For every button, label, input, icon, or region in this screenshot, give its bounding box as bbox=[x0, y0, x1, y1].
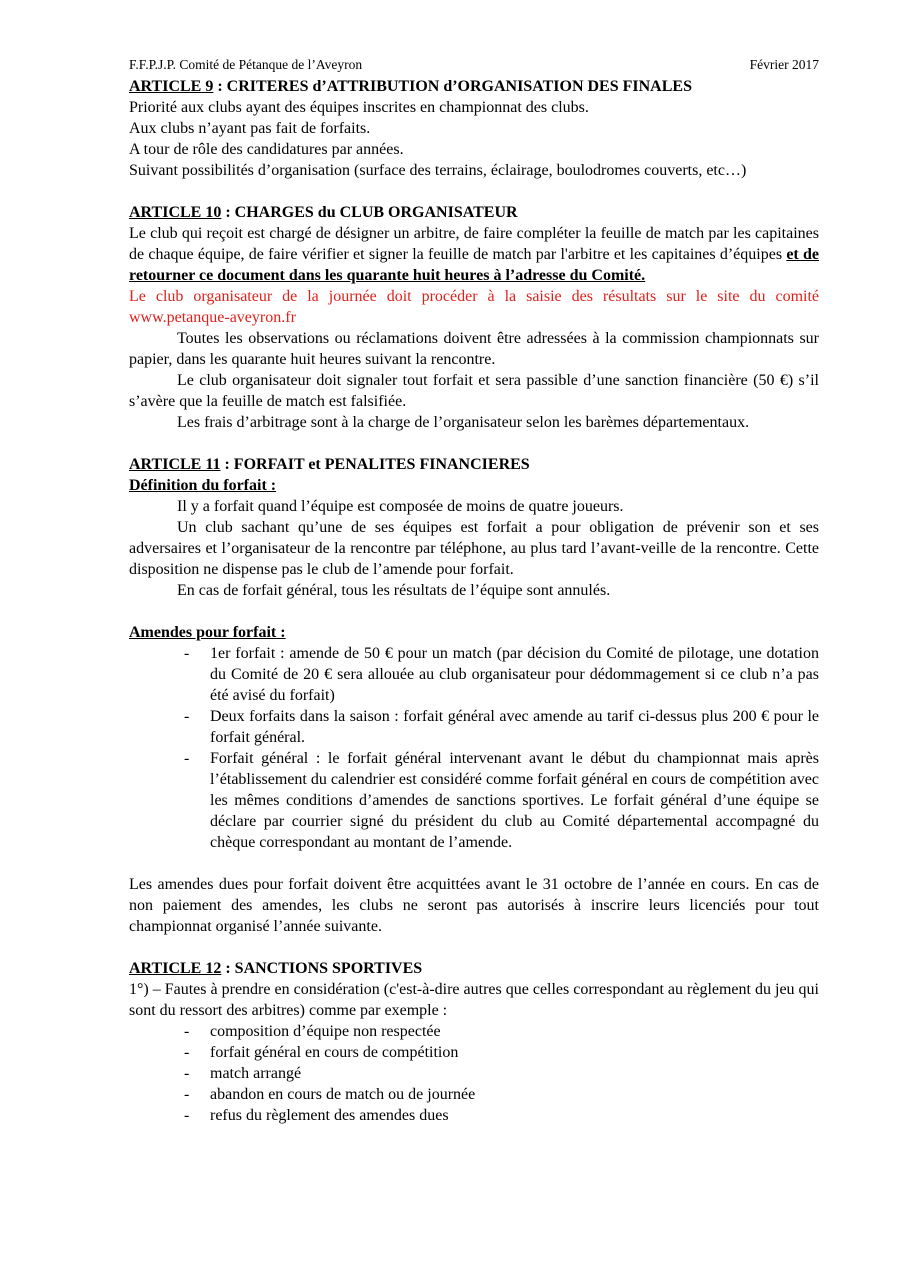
article-10-paragraph: Toutes les observations ou réclamations doivent être adressées à la commission championnats sur papier, dans les quarante huit heures suivant la rencontre. bbox=[129, 330, 819, 368]
article-10-paragraph: Le club qui reçoit est chargé de désigner un arbitre, de faire compléter la feuille de match par les capitaines de chaque équipe, de faire vérifier et signer la feuille de match par l'arbitre et les capitaines d’équipes et de retourner ce document dans les quarante huit heures à l’adresse du Comité. bbox=[129, 225, 819, 284]
article-9-line: A tour de rôle des candidatures par années. bbox=[129, 141, 404, 158]
article-11-paragraph: Les amendes dues pour forfait doivent être acquittées avant le 31 octobre de l’année en cours. En cas de non paiement des amendes, les clubs ne seront pas autorisés à inscrire leurs licenciés pour tout championnat organisé l’année suivante. bbox=[129, 876, 819, 935]
article-12-paragraph: 1°) – Fautes à prendre en considération (c'est-à-dire autres que celles correspondant au règlement du jeu qui sont du ressort des arbitres) comme par exemple : bbox=[129, 981, 819, 1019]
article-12 bbox=[129, 958, 819, 1126]
article-10-paragraph: Les frais d’arbitrage sont à la charge de l’organisateur selon les barèmes départementaux. bbox=[177, 414, 750, 431]
list-item: - Deux forfaits dans la saison : forfait général avec amende au tarif ci-dessus plus 200 € pour le forfait général. bbox=[184, 708, 819, 746]
article-11-paragraph: Un club sachant qu’une de ses équipes est forfait a pour obligation de prévenir son et ses adversaires et l’organisateur de la rencontre par téléphone, au plus tard l’avant-veille de la rencontre. Cette disposition ne dispense pas le club de l’amende pour forfait. bbox=[129, 519, 819, 578]
return-deadline-text: et de retourner ce document dans les quarante huit heures à l’adresse du Comité. bbox=[129, 246, 819, 284]
article-9-line: Aux clubs n’ayant pas fait de forfaits. bbox=[129, 120, 371, 137]
article-11-paragraph: Il y a forfait quand l’équipe est composée de moins de quatre joueurs. bbox=[177, 498, 624, 515]
article-9 bbox=[129, 76, 819, 181]
list-item: - refus du règlement des amendes dues bbox=[184, 1107, 449, 1124]
article-9-line: Priorité aux clubs ayant des équipes inscrites en championnat des clubs. bbox=[129, 99, 589, 116]
list-item: - match arrangé bbox=[184, 1065, 302, 1082]
article-9-line: Suivant possibilités d’organisation (surface des terrains, éclairage, boulodromes couverts, etc…) bbox=[129, 162, 747, 179]
article-10-paragraph: Le club organisateur doit signaler tout forfait et sera passible d’une sanction financière (50 €) s’il s’avère que la feuille de match est falsifiée. bbox=[129, 372, 819, 410]
results-entry-notice: Le club organisateur de la journée doit procéder à la saisie des résultats sur le site du comité www.petanque-aveyron.fr bbox=[129, 288, 819, 326]
list-item: - 1er forfait : amende de 50 € pour un match (par décision du Comité de pilotage, une dotation du Comité de 20 € sera allouée au club organisateur pour dédommagement si ce club n’a pas été avisé du forfait) bbox=[184, 645, 819, 704]
article-11-paragraph: En cas de forfait général, tous les résultats de l’équipe sont annulés. bbox=[177, 582, 611, 599]
article-12-title: ARTICLE 12 : SANCTIONS SPORTIVES bbox=[129, 960, 423, 977]
fines-heading: Amendes pour forfait : bbox=[129, 624, 286, 641]
forfait-definition-heading: Définition du forfait : bbox=[129, 477, 277, 494]
list-item: - composition d’équipe non respectée bbox=[184, 1023, 441, 1040]
article-10 bbox=[129, 202, 819, 433]
article-11 bbox=[129, 454, 819, 937]
list-item: - Forfait général : le forfait général intervenant avant le début du championnat mais après l’établissement du calendrier est considéré comme forfait général en cours de compétition avec les mêmes conditions d’amendes de sanctions sportives. Le forfait général d’une équipe se déclare par courrier signé du président du club au Comité départemental accompagné du chèque correspondant au montant de l’amende. bbox=[184, 750, 819, 851]
header-organization: F.F.P.J.P. Comité de Pétanque de l’Aveyron bbox=[129, 57, 363, 72]
article-10-title: ARTICLE 10 : CHARGES du CLUB ORGANISATEUR bbox=[129, 204, 518, 221]
sanctions-list bbox=[129, 1021, 819, 1126]
article-11-title: ARTICLE 11 : FORFAIT et PENALITES FINANCIERES bbox=[129, 456, 530, 473]
list-item: - abandon en cours de match ou de journée bbox=[184, 1086, 476, 1103]
header-date: Février 2017 bbox=[749, 57, 819, 72]
page-header bbox=[129, 54, 819, 76]
fines-list bbox=[129, 643, 819, 853]
article-9-title: ARTICLE 9 : CRITERES d’ATTRIBUTION d’ORGANISATION DES FINALES bbox=[129, 78, 692, 95]
list-item: - forfait général en cours de compétition bbox=[184, 1044, 459, 1061]
document-page bbox=[129, 54, 819, 1126]
